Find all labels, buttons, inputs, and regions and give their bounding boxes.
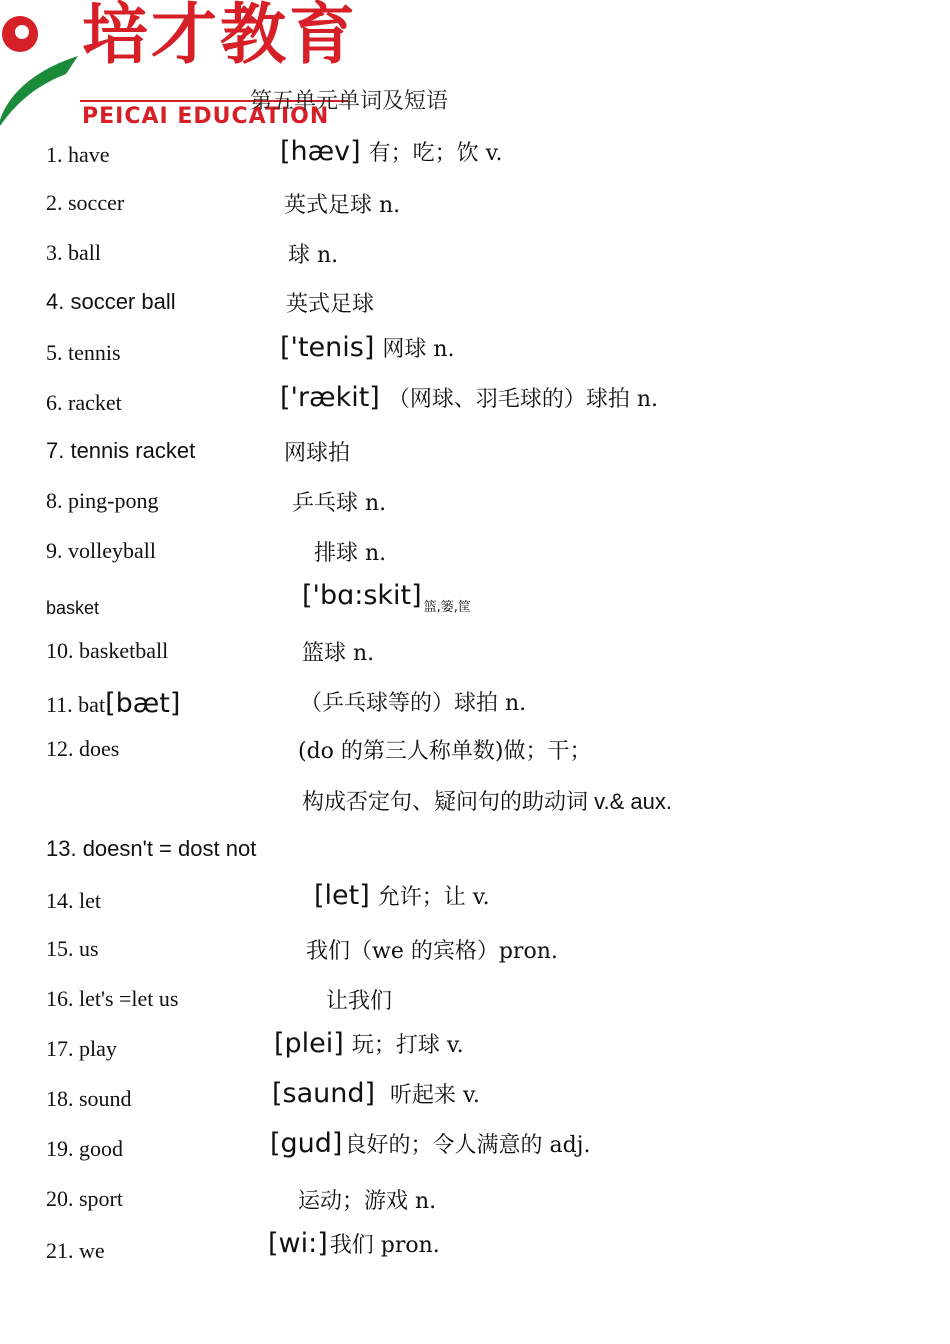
entry-term: 13. doesn't = dost not [46, 836, 257, 861]
vocab-entry [0, 734, 950, 774]
entry-term: basket [46, 598, 100, 618]
entry-meaning [280, 136, 502, 167]
entry-definition: 篮,篓,筐 [423, 600, 471, 615]
vocab-entry [0, 236, 950, 276]
entry-definition: （乒乓球等的）球拍 n. [300, 691, 527, 716]
entry-meaning [268, 1228, 440, 1259]
vocab-entry [0, 634, 950, 674]
entry-term: 7. tennis racket [46, 438, 196, 463]
entry-definition: 允许；让 v. [377, 885, 490, 910]
entry-definition: 网球 n. [382, 337, 455, 362]
entry-term: 12. does [46, 736, 120, 761]
entry-definition: 听起来 v. [383, 1083, 480, 1108]
entry-term: 14. let [46, 888, 101, 913]
entry-definition: 英式足球 [286, 292, 375, 317]
document-title: 第五单元单词及短语 [250, 89, 449, 114]
entry-term: 16. let's =let us [46, 986, 179, 1011]
entry-term: 4. soccer ball [46, 289, 176, 314]
entry-term: 9. volleyball [46, 538, 156, 563]
entry-phonetic: [bæt] [105, 688, 181, 719]
entry-phonetic: ['rækit] [280, 382, 380, 413]
entry-term: 10. basketball [46, 638, 169, 663]
entry-term [46, 688, 180, 719]
vocab-entry [0, 382, 950, 422]
entry-term: 18. sound [46, 1086, 132, 1111]
vocab-entry [0, 1128, 950, 1168]
entry-definition: 让我们 [326, 989, 393, 1014]
vocab-entry [0, 1228, 950, 1268]
entry-term: 2. soccer [46, 190, 125, 215]
vocab-entry [0, 984, 950, 1024]
entry-phonetic: [let] [314, 880, 370, 911]
entry-meaning [302, 580, 471, 615]
logo-english-name: PEICAI EDUCATION [82, 104, 330, 129]
vocab-entry [0, 534, 950, 574]
vocab-entry [0, 434, 950, 474]
vocab-entry [0, 934, 950, 974]
entry-definition: 英式足球 n. [284, 193, 401, 218]
entry-definition: 运动；游戏 n. [298, 1189, 437, 1214]
entry-term: 15. us [46, 936, 99, 961]
vocab-entry-continuation [0, 783, 950, 823]
entry-term: 3. ball [46, 240, 101, 265]
entry-definition: 排球 n. [314, 541, 387, 566]
entry-phonetic: [plei] [274, 1028, 344, 1059]
entry-meaning [274, 1028, 464, 1059]
entry-term: 20. sport [46, 1186, 123, 1211]
entry-definition-text: 构成否定句、疑问句的助动词 [302, 790, 589, 815]
entry-meaning [280, 382, 658, 413]
logo-mark-icon [0, 0, 90, 130]
entry-definition: 我们 pron. [329, 1233, 440, 1258]
entry-term-word: 11. bat [46, 692, 106, 717]
entry-term: 21. we [46, 1238, 105, 1263]
logo-chinese-name: 培才教育 [82, 0, 358, 73]
entry-meaning [270, 1128, 590, 1159]
vocab-entry [0, 1182, 950, 1222]
entry-phonetic: ['bɑ:skit] [302, 580, 422, 611]
entry-meaning [314, 880, 490, 911]
vocab-entry [0, 186, 950, 226]
entry-meaning [272, 1078, 480, 1109]
entry-term: 1. have [46, 142, 110, 167]
vocab-entry [0, 834, 950, 874]
vocab-entry [0, 484, 950, 524]
entry-phonetic: ['tenis] [280, 332, 375, 363]
entry-phonetic: [hæv] [280, 136, 361, 167]
vocab-entry [0, 880, 950, 920]
entry-phonetic: [wi:] [268, 1228, 328, 1259]
entry-term: 5. tennis [46, 340, 121, 365]
peicai-logo [0, 0, 360, 140]
vocab-entry [0, 580, 950, 620]
entry-phonetic: [gud] [270, 1128, 343, 1159]
entry-definition: (do 的第三人称单数)做；干； [298, 739, 592, 764]
entry-definition: 玩；打球 v. [351, 1033, 464, 1058]
vocab-entry [0, 1028, 950, 1068]
entry-meaning [280, 332, 455, 363]
entry-phonetic: [saund] [272, 1078, 376, 1109]
entry-definition: 我们（we 的宾格）pron. [306, 939, 558, 964]
entry-definition: （网球、羽毛球的）球拍 n. [387, 387, 658, 412]
entry-definition: 篮球 n. [302, 641, 375, 666]
entry-definition: 有；吃；饮 v. [368, 141, 503, 166]
entry-definition: 良好的；令人满意的 adj. [344, 1133, 591, 1158]
entry-term: 6. racket [46, 390, 122, 415]
vocab-entry [0, 1078, 950, 1118]
entry-definition [302, 785, 672, 816]
vocab-entry [0, 680, 950, 720]
vocab-entry [0, 285, 950, 325]
vocab-entry [0, 136, 950, 176]
entry-definition: 乒乓球 n. [292, 491, 387, 516]
entry-term: 19. good [46, 1136, 123, 1161]
entry-term: 8. ping-pong [46, 488, 159, 513]
entry-term: 17. play [46, 1036, 117, 1061]
entry-part-of-speech: v.& aux. [588, 789, 672, 814]
entry-definition: 球 n. [288, 243, 339, 268]
entry-definition: 网球拍 [284, 441, 351, 466]
vocab-entry [0, 332, 950, 372]
